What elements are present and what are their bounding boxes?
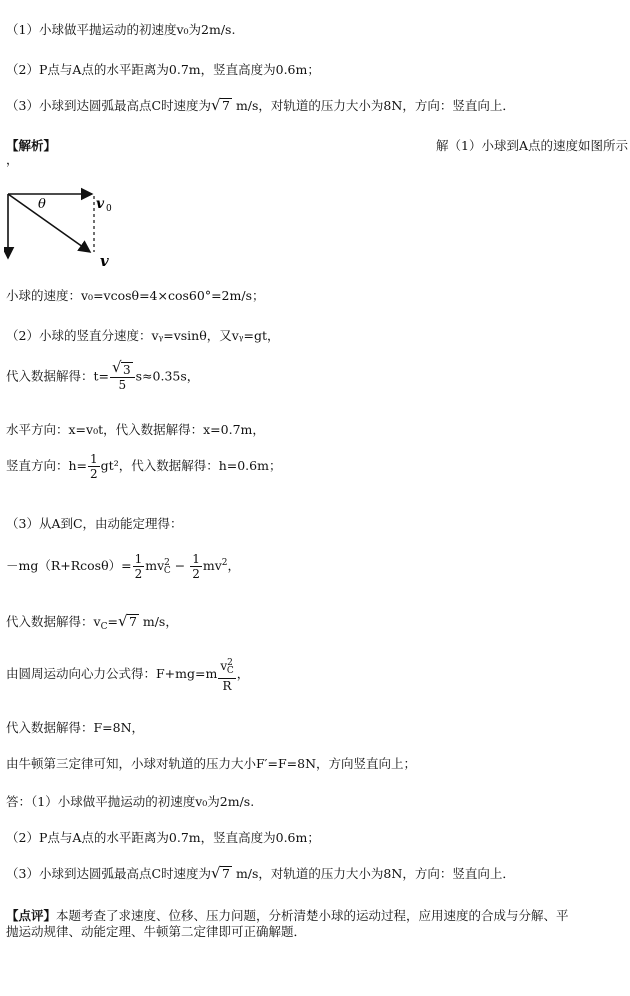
- fraction-half: $\frac{1}{2}$: [90, 452, 98, 481]
- step-1: 小球的速度：v₀=vcosθ=4×cos60°=2m/s；: [6, 288, 265, 303]
- theta-label: θ: [38, 197, 46, 212]
- fraction-half-b: $\frac{1}{2}$: [192, 552, 200, 581]
- sqrt-7-step: √ 7: [118, 614, 139, 629]
- analysis-right-text: 解（1）小球到A点的速度如图所示: [436, 138, 628, 153]
- step-7-tail: ，: [227, 558, 241, 573]
- sqrt-7-answer: √ 7: [211, 866, 232, 881]
- v-label: v: [100, 252, 109, 270]
- step-11: 由牛顿第三定律可知，小球对轨道的压力大小F′=F=8N，方向竖直向上；: [6, 756, 417, 771]
- velocity-diagram: [4, 186, 124, 270]
- step-10: 代入数据解得：F=8N，: [6, 720, 145, 735]
- answer-line-1: 答：（1）小球做平抛运动的初速度v₀为2m/s.: [6, 794, 255, 809]
- step-9: [6, 656, 249, 693]
- fraction-sqrt3-over-5: √ $\frac{3}{5}$: [110, 362, 135, 392]
- analysis-comma: ，: [6, 152, 19, 167]
- fraction-vc2-over-r: $\frac{v^2_C}{R}$: [220, 658, 234, 693]
- step-7: －mg（R+Rcosθ）= $\frac{1}{2}$ $mv^2_C$ − $\frac{1}{2}$ $mv^2$，: [6, 552, 241, 581]
- intro-line-2: （2）P点与A点的水平距离为0.7m，竖直高度为0.6m；: [6, 62, 320, 77]
- step-7-mv: mv: [145, 558, 165, 573]
- step-3-pre: 代入数据解得：t=: [6, 368, 109, 384]
- fraction-half-a: $\frac{1}{2}$: [134, 552, 143, 581]
- step-7-minus: −: [170, 558, 190, 573]
- v0-sub-label: 0: [106, 204, 112, 214]
- answer-line-3-pre: （3）小球到达圆弧最高点C时速度为: [6, 866, 212, 881]
- step-3-post: s≈0.35s，: [135, 368, 200, 384]
- step-7-pre: －mg（R+Rcosθ）=: [6, 558, 132, 573]
- intro-line-3-pre: （3）小球到达圆弧最高点C时速度为: [6, 98, 212, 113]
- step-7-mv2: mv: [202, 558, 222, 573]
- step-5-post: gt²，代入数据解得：h=0.6m；: [100, 458, 282, 473]
- intro-line-3-post: m/s，对轨道的压力大小为8N，方向：竖直向上．: [231, 98, 515, 113]
- sqrt-7: √ 7: [211, 98, 232, 113]
- step-2: （2）小球的竖直分速度：vᵧ=vsinθ，又vᵧ=gt，: [6, 328, 280, 343]
- step-5: [6, 452, 281, 481]
- step-5-pre: 竖直方向：h=: [6, 458, 88, 473]
- step-8-post: m/s，: [138, 614, 178, 629]
- answer-line-3-post: m/s，对轨道的压力大小为8N，方向：竖直向上．: [231, 866, 515, 881]
- comment-tag: 【点评】: [6, 908, 57, 923]
- intro-line-1: （1）小球做平抛运动的初速度v₀为2m/s.: [6, 22, 236, 37]
- v0-label: v: [96, 196, 105, 212]
- step-4: 水平方向：x=v₀t，代入数据解得：x=0.7m，: [6, 422, 265, 437]
- step-3: [6, 362, 199, 392]
- answer-line-2: （2）P点与A点的水平距离为0.7m，竖直高度为0.6m；: [6, 830, 320, 845]
- step-6: （3）从A到C，由动能定理得：: [6, 516, 183, 531]
- v-arrow: [8, 194, 90, 252]
- analysis-tag: 【解析】: [6, 138, 57, 153]
- answer-line-3: [6, 864, 515, 882]
- comment-line-2: 抛运动规律、动能定理、牛顿第二定律即可正确解题．: [6, 924, 307, 939]
- step-9-tail: ，: [236, 666, 250, 681]
- comment-text-1: 本题考查了求速度、位移、压力问题，分析清楚小球的运动过程，应用速度的合成与分解、平: [56, 908, 569, 923]
- intro-line-3: [6, 96, 515, 114]
- step-8-pre: 代入数据解得：v: [6, 614, 101, 629]
- step-8: 代入数据解得：$v_C=√$ 7 m/s，: [6, 612, 178, 632]
- step-9-pre: 由圆周运动向心力公式得：F+mg=m: [6, 666, 218, 681]
